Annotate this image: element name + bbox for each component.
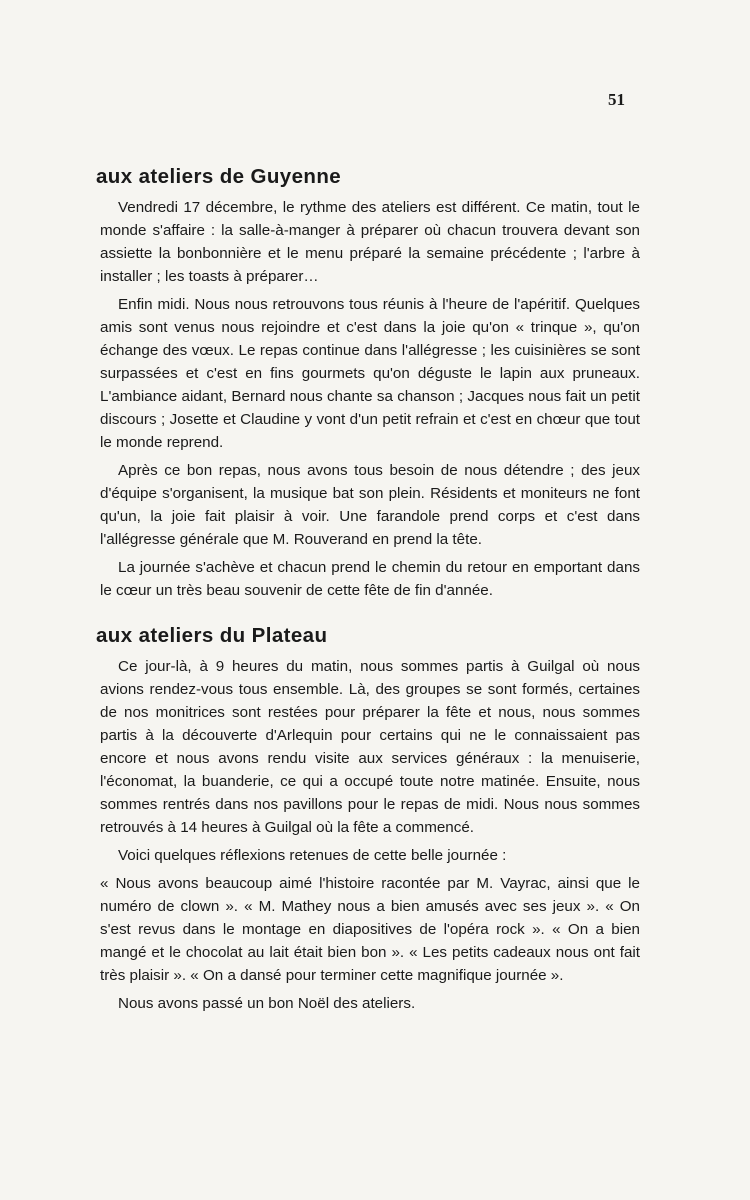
page-number: 51 xyxy=(608,90,625,109)
section-heading: aux ateliers du Plateau xyxy=(96,624,328,647)
quotes-paragraph: « Nous avons beaucoup aimé l'histoire racontée par M. Vayrac, ainsi que le numéro de clown ». « M. Mathey nous a bien amusés avec ses jeux ». « On s'est revus dans le montage en diapositives de l'opéra rock ». « On a bien mangé et le chocolat au lait était bien bon ». « Les petits cadeaux nous ont fait très plaisir ». « On a dansé pour terminer cette magnifique journée ». xyxy=(100,875,640,984)
paragraph: Ce jour-là, à 9 heures du matin, nous sommes partis à Guilgal où nous avions rendez-vous tous ensemble. Là, des groupes se sont formés, certaines de nos monitrices sont restées pour préparer la fête et nous, nous sommes partis à la découverte d'Arlequin pour certains qui ne le connaissaient pas encore et nous avons rendu visite aux services généraux : la menuiserie, l'économat, la buanderie, ce qui a occupé toute notre matinée. Ensuite, nous sommes rentrés dans nos pavillons pour le repas de midi. Nous nous sommes retrouvés à 14 heures à Guilgal où la fête a commencé. xyxy=(100,658,640,836)
paragraph: Vendredi 17 décembre, le rythme des ateliers est différent. Ce matin, tout le monde s'affaire : la salle-à-manger à préparer où chacun trouvera devant son assiette la bonbonnière et le menu préparé la semaine précédente ; l'arbre à installer ; les toasts à préparer… xyxy=(100,199,640,285)
paragraph: Après ce bon repas, nous avons tous besoin de nous détendre ; des jeux d'équipe s'organisent, la musique bat son plein. Résidents et moniteurs ne font qu'un, la joie fait plaisir à voir. Une farandole prend corps et c'est dans l'allégresse générale que M. Rouverand en prend la tête. xyxy=(100,462,640,548)
article-guyenne xyxy=(96,165,640,607)
article-plateau xyxy=(96,624,640,1020)
section-heading: aux ateliers de Guyenne xyxy=(96,165,342,188)
paragraph: Voici quelques réflexions retenues de cette belle journée : xyxy=(118,847,507,864)
paragraph: Nous avons passé un bon Noël des ateliers. xyxy=(118,995,416,1012)
paragraph: La journée s'achève et chacun prend le chemin du retour en emportant dans le cœur un très beau souvenir de cette fête de fin d'année. xyxy=(100,559,640,599)
paragraph: Enfin midi. Nous nous retrouvons tous réunis à l'heure de l'apéritif. Quelques amis sont venus nous rejoindre et c'est dans la joie qu'on « trinque », qu'on échange des vœux. Le repas continue dans l'allégresse ; les cuisinières se sont surpassées et c'est en fins gourmets qu'on déguste le lapin aux pruneaux. L'ambiance aidant, Bernard nous chante sa chanson ; Jacques nous fait un petit discours ; Josette et Claudine y vont d'un petit refrain et c'est en chœur que tout le monde reprend. xyxy=(100,296,640,451)
